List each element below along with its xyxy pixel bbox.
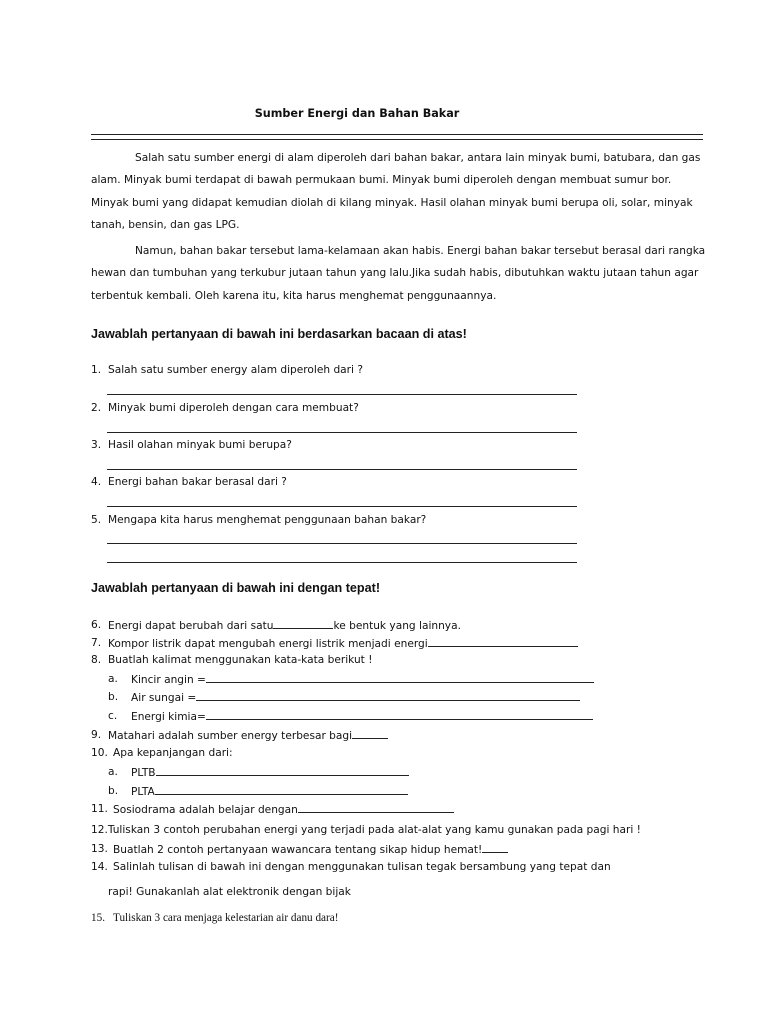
question-6-text-before: Energi dapat berubah dari satu [108,620,274,632]
question-number: 1. [91,364,102,376]
question-number: 2. [91,402,102,414]
question-8c-text: Energi kimia= [131,711,206,723]
question-number: 13. [91,843,108,855]
answer-line-3[interactable] [107,469,577,470]
question-10a [131,766,409,779]
reading-line: Namun, bahan bakar tersebut lama-kelamaan akan habis. Energi bahan bakar tersebut berasal dari rangka [135,245,706,257]
blank-answer[interactable] [206,710,593,720]
question-4-text: Energi bahan bakar berasal dari ? [108,476,287,488]
question-1-text: Salah satu sumber energy alam diperoleh dari ? [108,364,363,376]
question-8b-text: Air sungai = [131,692,197,704]
question-7-text: Kompor listrik dapat mengubah energi listrik menjadi energi [108,638,428,650]
item-letter: a. [108,766,118,778]
question-number: 14. [91,861,108,873]
question-6-text-after: ke bentuk yang lainnya. [333,620,461,632]
question-11 [113,803,454,816]
question-number: 3. [91,439,102,451]
reading-line: tanah, bensin, dan gas LPG. [91,218,240,231]
section-1-heading: Jawablah pertanyaan di bawah ini berdasarkan bacaan di atas! [91,327,467,341]
question-8a [131,673,594,686]
question-number: 9. [91,729,102,741]
page-title: Sumber Energi dan Bahan Bakar [254,107,460,120]
question-7 [108,637,578,650]
reading-line: hewan dan tumbuhan yang terkubur jutaan tahun yang lalu.Jika sudah habis, dibutuhkan waktu jutaan tahun agar [91,267,699,280]
question-10b [131,785,408,798]
title-divider-top [91,134,703,135]
question-11-text: Sosiodrama adalah belajar dengan [113,804,298,816]
question-13 [113,843,508,856]
question-number: 6. [91,619,102,631]
question-number: 10. [91,747,108,759]
question-number: 4. [91,476,102,488]
question-6 [108,619,461,632]
question-number: 11. [91,803,108,815]
question-15-text: Tuliskan 3 cara menjaga kelestarian air danu dara! [113,912,339,924]
answer-line-2[interactable] [107,432,577,433]
question-3-text: Hasil olahan minyak bumi berupa? [108,439,292,451]
blank-answer[interactable] [273,619,333,629]
blank-answer[interactable] [352,729,388,739]
question-number: 8. [91,654,102,666]
question-12-text: 12.Tuliskan 3 contoh perubahan energi yang terjadi pada alat-alat yang kamu gunakan pada pagi hari ! [91,824,641,836]
blank-answer[interactable] [156,766,409,776]
title-divider-bottom [91,139,703,140]
blank-answer[interactable] [428,637,578,647]
reading-paragraph-2 [91,240,706,307]
question-9 [108,729,388,742]
question-number: 15. [91,912,105,924]
answer-line-4[interactable] [107,506,577,507]
question-10a-text: PLTB [131,767,156,779]
question-2-text: Minyak bumi diperoleh dengan cara membuat? [108,402,359,414]
question-10b-text: PLTA [131,786,155,798]
question-8a-text: Kincir angin = [131,674,206,686]
question-8b [131,691,580,704]
question-14-line-1: Salinlah tulisan di bawah ini dengan menggunakan tulisan tegak bersambung yang tepat dan [113,861,611,873]
item-letter: a. [108,673,118,685]
question-14-line-2: rapi! Gunakanlah alat elektronik dengan bijak [108,886,351,898]
blank-answer[interactable] [482,843,508,853]
reading-line: alam. Minyak bumi terdapat di bawah permukaan bumi. Minyak bumi diperoleh dengan membuat sumur bor. [91,174,672,187]
reading-line: Salah satu sumber energi di alam diperoleh dari bahan bakar, antara lain minyak bumi, batubara, dan gas [135,152,701,164]
question-number: 5. [91,514,102,526]
question-13-text: Buatlah 2 contoh pertanyaan wawancara tentang sikap hidup hemat! [113,844,483,856]
blank-answer[interactable] [298,803,454,813]
reading-line: terbentuk kembali. Oleh karena itu, kita harus menghemat penggunaannya. [91,289,497,302]
item-letter: b. [108,691,119,703]
question-8-text: Buatlah kalimat menggunakan kata-kata berikut ! [108,654,373,666]
reading-paragraph-1 [91,147,703,236]
question-number: 7. [91,637,102,649]
question-8c [131,710,593,723]
answer-line-5b[interactable] [107,562,577,563]
reading-line: Minyak bumi yang didapat kemudian diolah di kilang minyak. Hasil olahan minyak bumi berupa oli, solar, minyak [91,196,693,209]
blank-answer[interactable] [155,785,408,795]
question-5-text: Mengapa kita harus menghemat penggunaan bahan bakar? [108,514,427,526]
blank-answer[interactable] [206,673,594,683]
answer-line-1[interactable] [107,394,577,395]
question-9-text: Matahari adalah sumber energy terbesar bagi [108,730,353,742]
blank-answer[interactable] [196,691,580,701]
section-2-heading: Jawablah pertanyaan di bawah ini dengan tepat! [91,581,381,595]
item-letter: c. [108,710,118,722]
item-letter: b. [108,785,119,797]
question-10-text: Apa kepanjangan dari: [113,747,233,759]
answer-line-5a[interactable] [107,543,577,544]
